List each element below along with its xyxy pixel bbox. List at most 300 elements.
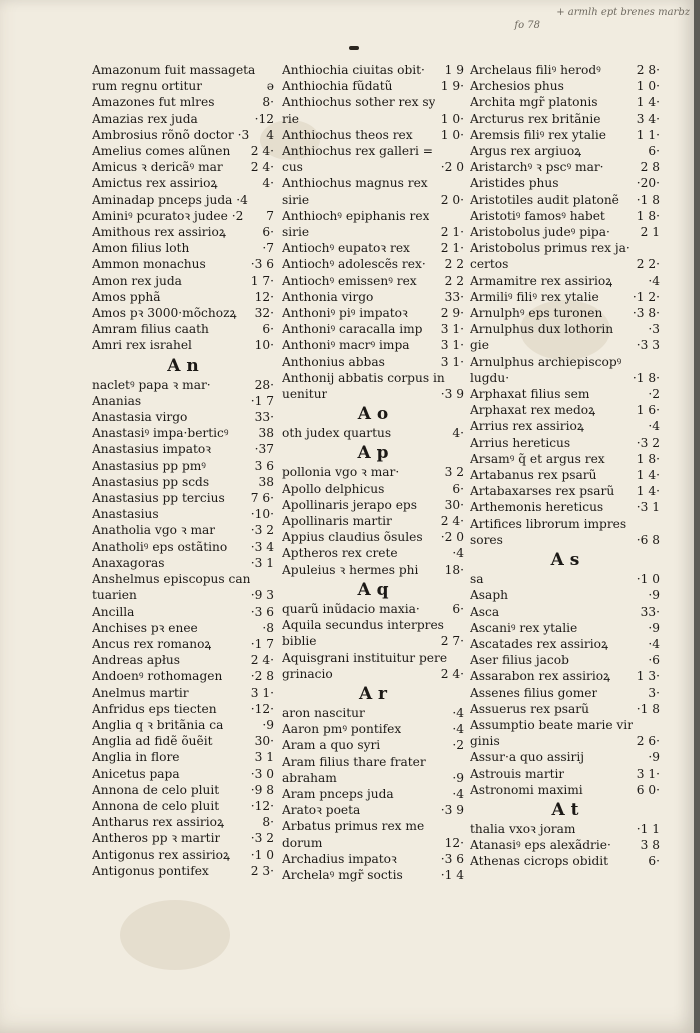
- index-entry: [470, 451, 660, 467]
- entry-text: Antigonus pontifex: [92, 863, 209, 878]
- entry-reference: 4·: [262, 176, 274, 191]
- index-entry: [92, 587, 274, 603]
- section-heading: A s: [550, 550, 580, 571]
- entry-reference: 3 2: [444, 465, 464, 480]
- index-entry: [282, 370, 464, 386]
- index-entry: [92, 425, 274, 441]
- index-entry: [92, 377, 274, 393]
- entry-reference: 1 4·: [636, 484, 660, 499]
- index-column-2: [282, 62, 464, 883]
- entry-reference: 28·: [254, 377, 274, 392]
- index-entry: [470, 62, 660, 78]
- entry-text: Archesios phus: [470, 79, 564, 94]
- index-entry: [92, 458, 274, 474]
- entry-text: Argus rex argiuoꝝ: [470, 144, 582, 159]
- index-entry: [92, 814, 274, 830]
- entry-reference: 2 1·: [440, 241, 464, 256]
- entry-reference: ·9: [262, 717, 274, 732]
- index-entry: [470, 337, 660, 353]
- entry-text: Ananias: [92, 393, 142, 408]
- entry-reference: 33·: [640, 604, 660, 619]
- entry-text: Anthonius abbas: [282, 354, 385, 369]
- entry-text: Arsamꝰ q̃ et argus rex: [470, 451, 605, 466]
- index-entry: [470, 143, 660, 159]
- entry-text: Anthiochꝰ epiphanis rex: [282, 208, 430, 223]
- entry-text: Ancilla: [92, 604, 135, 619]
- entry-text: Ammon monachus: [92, 257, 206, 272]
- entry-text: Anthonia virgo: [282, 289, 374, 304]
- entry-text: nacletꝰ papa ꝛ mar·: [92, 377, 211, 392]
- page-edge: [694, 0, 700, 1033]
- entry-reference: 33·: [254, 410, 274, 425]
- entry-text: Andoenꝰ rothomagen: [92, 669, 223, 684]
- index-entry: [470, 94, 660, 110]
- entry-reference: 2 8: [640, 160, 660, 175]
- index-entry: [470, 499, 660, 515]
- entry-reference: ·3 3: [636, 338, 660, 353]
- entry-text: Aquisgrani instituitur pere: [282, 650, 448, 665]
- entry-text: Amram filius caath: [92, 322, 209, 337]
- entry-reference: 1 9·: [440, 79, 464, 94]
- entry-text: uenitur: [282, 387, 328, 402]
- index-entry: [282, 425, 464, 441]
- index-entry: [282, 666, 464, 682]
- entry-text: Artifices librorum impres: [470, 516, 627, 531]
- entry-text: sores: [470, 532, 503, 547]
- index-entry: [92, 701, 274, 717]
- entry-text: grinacio: [282, 666, 333, 681]
- entry-reference: ·9: [648, 750, 660, 765]
- entry-reference: ·4: [648, 419, 660, 434]
- entry-reference: 1 0·: [636, 79, 660, 94]
- index-entry: [282, 337, 464, 353]
- folio-number: fo 78: [514, 20, 540, 31]
- index-entry: [92, 321, 274, 337]
- entry-text: ginis: [470, 734, 500, 749]
- index-entry: [470, 273, 660, 289]
- entry-text: Anastasius impatoꝛ: [92, 442, 211, 457]
- index-entry: [470, 78, 660, 94]
- entry-reference: ·4: [648, 273, 660, 288]
- index-entry: [470, 571, 660, 587]
- index-entry: [282, 818, 464, 834]
- index-entry: [92, 224, 274, 240]
- index-entry: [282, 867, 464, 883]
- index-entry: [92, 506, 274, 522]
- index-entry: [282, 175, 464, 191]
- index-entry: [282, 633, 464, 649]
- entry-text: Aser filius jacob: [470, 653, 569, 668]
- index-entry: [470, 701, 660, 717]
- entry-reference: 3 1: [254, 750, 274, 765]
- entry-text: tuarien: [92, 588, 137, 603]
- section-heading: A q: [357, 579, 389, 600]
- index-entry: [470, 402, 660, 418]
- entry-text: abraham: [282, 770, 337, 785]
- index-entry: [282, 159, 464, 175]
- index-entry: [470, 749, 660, 765]
- entry-reference: ·9 3: [250, 588, 274, 603]
- entry-text: Archadius impatoꝛ: [282, 851, 397, 866]
- entry-reference: ·3 6: [250, 604, 274, 619]
- index-entry: [470, 516, 660, 532]
- entry-reference: 12·: [444, 835, 464, 850]
- entry-text: Ascaniꝰ rex ytalie: [470, 620, 578, 635]
- index-entry: [282, 721, 464, 737]
- index-entry: [92, 830, 274, 846]
- index-entry: [470, 733, 660, 749]
- index-entry: [92, 863, 274, 879]
- entry-text: Artabanus rex psarũ: [470, 468, 597, 483]
- entry-reference: 6·: [648, 854, 660, 869]
- handwritten-note: [460, 6, 690, 32]
- entry-text: Anthiochus rex galleri =: [282, 144, 433, 159]
- entry-reference: ·1 0: [636, 572, 660, 587]
- entry-reference: 3 4·: [636, 111, 660, 126]
- entry-reference: 2 4·: [440, 666, 464, 681]
- index-entry: [92, 127, 274, 143]
- entry-reference: ·9: [648, 588, 660, 603]
- index-entry: [282, 513, 464, 529]
- index-entry: [470, 159, 660, 175]
- entry-reference: 18·: [444, 562, 464, 577]
- index-entry: [470, 821, 660, 837]
- entry-text: Amos pꝛ 3000·mõchozꝝ: [92, 306, 237, 321]
- entry-text: Aremsis filiꝰ rex ytalie: [470, 127, 606, 142]
- entry-text: Assuerus rex psarũ: [470, 701, 589, 716]
- index-entry: [470, 370, 660, 386]
- index-entry: [92, 240, 274, 256]
- entry-reference: ·3 2: [250, 831, 274, 846]
- index-entry: [470, 766, 660, 782]
- entry-text: Anastasius pp tercius: [92, 491, 225, 506]
- index-entry: [470, 636, 660, 652]
- entry-reference: ·3 1: [636, 500, 660, 515]
- index-entry: [282, 617, 464, 633]
- entry-text: cus: [282, 160, 303, 175]
- index-entry: [92, 685, 274, 701]
- entry-text: Anthonij abbatis corpus in: [282, 370, 445, 385]
- entry-reference: 1 4·: [636, 95, 660, 110]
- index-entry: [92, 798, 274, 814]
- index-entry: [470, 240, 660, 256]
- entry-reference: ·3 2: [636, 435, 660, 450]
- entry-reference: 1 3·: [636, 669, 660, 684]
- entry-text: Assarabon rex assirioꝝ: [470, 669, 611, 684]
- entry-text: Arnulphꝰ eps turonen: [470, 306, 603, 321]
- entry-text: Anthiochus theos rex: [282, 127, 413, 142]
- entry-text: lugdu·: [470, 370, 510, 385]
- entry-text: Amithous rex assirioꝝ: [92, 225, 226, 240]
- index-entry: [470, 111, 660, 127]
- entry-reference: ·6 8: [636, 532, 660, 547]
- entry-reference: ·3 8·: [632, 306, 660, 321]
- entry-reference: ·1 8·: [632, 370, 660, 385]
- index-entry: [92, 175, 274, 191]
- entry-text: Apollo delphicus: [282, 481, 385, 496]
- entry-reference: ·9 8: [250, 782, 274, 797]
- entry-reference: 10·: [254, 338, 274, 353]
- entry-text: Assur·a quo assirij: [470, 750, 585, 765]
- entry-reference: ·3 9: [440, 387, 464, 402]
- index-entry: [282, 62, 464, 78]
- entry-reference: ·3 6: [440, 851, 464, 866]
- index-entry: [470, 620, 660, 636]
- entry-reference: 3 1·: [636, 766, 660, 781]
- stain: [120, 900, 230, 970]
- entry-reference: 1 4·: [636, 468, 660, 483]
- entry-text: Apuleius ꝛ hermes phi: [282, 562, 419, 577]
- entry-reference: ·8: [262, 620, 274, 635]
- entry-text: Anastasiꝰ impa·berticꝰ: [92, 426, 229, 441]
- index-entry: [470, 668, 660, 684]
- index-entry: [282, 94, 464, 110]
- entry-text: Appius claudius õsules: [282, 530, 423, 545]
- index-entry: [92, 766, 274, 782]
- index-entry: [92, 522, 274, 538]
- entry-text: Arphaxat rex medoꝝ: [470, 403, 596, 418]
- entry-reference: ·2: [452, 738, 464, 753]
- entry-text: Archelaus filiꝰ herodꝰ: [470, 63, 601, 77]
- index-entry: [470, 127, 660, 143]
- entry-reference: 33·: [444, 289, 464, 304]
- entry-reference: 6·: [262, 322, 274, 337]
- entry-text: Andreas apłus: [92, 653, 181, 668]
- entry-text: rie: [282, 111, 299, 126]
- index-entry: [470, 256, 660, 272]
- entry-text: aron nascitur: [282, 705, 365, 720]
- entry-text: Armiliꝰ filiꝰ rex ytalie: [470, 289, 599, 304]
- entry-text: Anthoniꝰ piꝰ impatoꝛ: [282, 306, 408, 321]
- index-entry: [282, 770, 464, 786]
- entry-reference: 4·: [452, 426, 464, 441]
- entry-text: Ambrosius rõnõ doctor ·3: [92, 127, 250, 142]
- entry-reference: ·12·: [250, 701, 274, 716]
- index-entry: [92, 256, 274, 272]
- index-entry: [470, 175, 660, 191]
- entry-text: Antigonus rex assirioꝝ: [92, 847, 230, 862]
- entry-reference: 6 0·: [636, 782, 660, 797]
- entry-text: Anelmus martir: [92, 685, 189, 700]
- entry-text: Amicus ꝛ dericãꝰ mar: [92, 160, 223, 175]
- entry-reference: ·12·: [250, 798, 274, 813]
- entry-text: Archita mgr̃ platonis: [470, 95, 598, 110]
- entry-reference: 1 8·: [636, 208, 660, 223]
- entry-text: Anthiochus magnus rex: [282, 176, 428, 191]
- entry-reference: ·9: [452, 770, 464, 785]
- index-entry: [282, 705, 464, 721]
- index-entry: [282, 127, 464, 143]
- entry-text: Anatholia vgo ꝛ mar: [92, 523, 216, 538]
- entry-text: Archelaꝰ mgr̃ soctis: [282, 867, 403, 882]
- entry-reference: 2 4·: [250, 144, 274, 159]
- entry-text: Annona de celo pluit: [92, 798, 220, 813]
- entry-text: Anastasia virgo: [92, 410, 188, 425]
- entry-text: Artabaxarses rex psarũ: [470, 484, 615, 499]
- entry-text: dorum: [282, 835, 323, 850]
- entry-text: Aram a quo syri: [282, 738, 381, 753]
- entry-reference: 1 1·: [636, 127, 660, 142]
- entry-text: Aram pnceps juda: [282, 786, 394, 801]
- entry-text: Anthoniꝰ caracalla imp: [282, 322, 423, 337]
- entry-text: Amon filius loth: [92, 241, 190, 256]
- entry-text: Anastasius pp pmꝰ: [92, 458, 206, 473]
- entry-reference: 12·: [254, 289, 274, 304]
- entry-reference: 2 8·: [636, 63, 660, 77]
- entry-reference: ·20·: [636, 176, 660, 191]
- entry-reference: 1 0·: [440, 127, 464, 142]
- index-entry: [282, 224, 464, 240]
- entry-reference: 2 4·: [250, 653, 274, 668]
- index-entry: [92, 192, 274, 208]
- entry-text: Anfridus eps tiecten: [92, 701, 217, 716]
- entry-text: Amazias rex juda: [92, 111, 198, 126]
- entry-reference: ·3: [648, 322, 660, 337]
- section-heading: A p: [357, 443, 389, 464]
- index-entry: [470, 782, 660, 798]
- entry-reference: 8·: [262, 815, 274, 830]
- index-entry: [92, 474, 274, 490]
- index-entry: [470, 532, 660, 548]
- index-entry: [282, 111, 464, 127]
- entry-text: Amri rex israhel: [92, 338, 192, 353]
- entry-reference: 3 8: [640, 838, 660, 853]
- index-entry: [282, 497, 464, 513]
- entry-text: Ancus rex romanoꝝ: [92, 636, 212, 651]
- entry-reference: 2 2: [444, 273, 464, 288]
- entry-text: Aristotiles audit platonẽ: [470, 192, 619, 207]
- index-entry: [282, 273, 464, 289]
- entry-reference: ·2 0: [440, 160, 464, 175]
- entry-text: Aristotiꝰ famosꝰ habet: [470, 208, 605, 223]
- entry-reference: ·3 6: [250, 257, 274, 272]
- index-entry: [470, 289, 660, 305]
- index-entry: [92, 337, 274, 353]
- index-entry: [282, 305, 464, 321]
- entry-reference: 6·: [452, 481, 464, 496]
- entry-text: quarũ inũdacio maxia·: [282, 601, 420, 616]
- index-entry: [282, 192, 464, 208]
- entry-text: Anaxagoras: [92, 555, 165, 570]
- entry-reference: 3 6: [254, 458, 274, 473]
- index-entry: [92, 733, 274, 749]
- index-entry: [470, 652, 660, 668]
- entry-text: Amon rex juda: [92, 273, 182, 288]
- entry-reference: ·4: [452, 722, 464, 737]
- entry-text: Aptheros rex crete: [282, 546, 398, 561]
- index-entry: [282, 529, 464, 545]
- entry-reference: 1 6·: [636, 403, 660, 418]
- index-entry: [282, 545, 464, 561]
- entry-text: Amazones fut mlres: [92, 95, 215, 110]
- entry-text: Anatholiꝰ eps ostãtino: [92, 539, 228, 554]
- index-entry: [282, 256, 464, 272]
- entry-text: Amictus rex assirioꝝ: [92, 176, 218, 191]
- entry-text: Anthiochus sother rex sy: [282, 95, 436, 110]
- entry-text: Aaron pmꝰ pontifex: [282, 722, 402, 737]
- entry-text: Anthiochia ciuitas obit·: [282, 63, 425, 77]
- entry-text: certos: [470, 257, 509, 272]
- entry-reference: 2 9·: [440, 306, 464, 321]
- index-entry: [92, 94, 274, 110]
- entry-text: gie: [470, 338, 489, 353]
- entry-reference: 32·: [254, 306, 274, 321]
- entry-text: Arbatus primus rex me: [282, 819, 425, 834]
- entry-reference: 2 1: [640, 225, 660, 240]
- entry-reference: 1 7·: [250, 273, 274, 288]
- index-entry: [92, 78, 274, 94]
- section-heading: A o: [357, 404, 389, 425]
- entry-text: Antharus rex assirioꝝ: [92, 815, 225, 830]
- entry-reference: ·6: [648, 653, 660, 668]
- index-column-3: [470, 62, 660, 870]
- index-entry: [470, 418, 660, 434]
- index-entry: [470, 685, 660, 701]
- index-entry: [282, 386, 464, 402]
- index-entry: [282, 143, 464, 159]
- index-entry: [282, 481, 464, 497]
- entry-text: Atanasiꝰ eps alexãdrie·: [470, 838, 611, 853]
- entry-reference: ·1 0: [250, 847, 274, 862]
- entry-text: Aristobolus judeꝰ pipa·: [470, 225, 610, 240]
- entry-text: Aristides phus: [470, 176, 559, 191]
- entry-reference: 7: [266, 208, 274, 223]
- entry-reference: ·4: [452, 705, 464, 720]
- index-entry: [282, 601, 464, 617]
- index-entry: [92, 847, 274, 863]
- entry-reference: ə: [266, 79, 274, 94]
- entry-reference: ·1 8: [636, 701, 660, 716]
- entry-reference: ·2: [648, 387, 660, 402]
- entry-reference: 3·: [648, 685, 660, 700]
- entry-reference: 1 8·: [636, 451, 660, 466]
- entry-reference: ·10·: [250, 507, 274, 522]
- entry-text: Aram filius thare frater: [282, 754, 426, 769]
- entry-reference: 6·: [452, 601, 464, 616]
- index-entry: [470, 192, 660, 208]
- entry-text: Arcturus rex britãnie: [470, 111, 601, 126]
- entry-text: rum regnu ortitur: [92, 79, 203, 94]
- index-entry: [282, 754, 464, 770]
- index-entry: [470, 483, 660, 499]
- index-entry: [92, 636, 274, 652]
- entry-reference: 1 9: [444, 63, 464, 77]
- entry-reference: 2 4·: [440, 514, 464, 529]
- entry-reference: 30·: [444, 497, 464, 512]
- index-entry: [470, 386, 660, 402]
- index-entry: [92, 604, 274, 620]
- entry-text: Asca: [470, 604, 500, 619]
- index-entry: [282, 835, 464, 851]
- index-entry: [92, 393, 274, 409]
- entry-text: Apollinaris martir: [282, 514, 392, 529]
- index-entry: [282, 321, 464, 337]
- entry-reference: ·3 4: [250, 539, 274, 554]
- entry-reference: 2 4·: [250, 160, 274, 175]
- entry-text: Antiochꝰ adolescẽs rex·: [282, 257, 426, 272]
- entry-text: Anshelmus episcopus can: [92, 572, 251, 587]
- index-entry: [470, 717, 660, 733]
- entry-text: Anastasius: [92, 507, 159, 522]
- entry-reference: 4: [266, 127, 274, 142]
- index-entry: [282, 208, 464, 224]
- entry-reference: ·9: [648, 620, 660, 635]
- entry-text: Assumptio beate marie vir: [470, 717, 634, 732]
- entry-reference: 38: [258, 426, 274, 441]
- index-entry: [282, 802, 464, 818]
- index-entry: [470, 837, 660, 853]
- entry-text: Arnulphus archiepiscopꝰ: [470, 354, 622, 369]
